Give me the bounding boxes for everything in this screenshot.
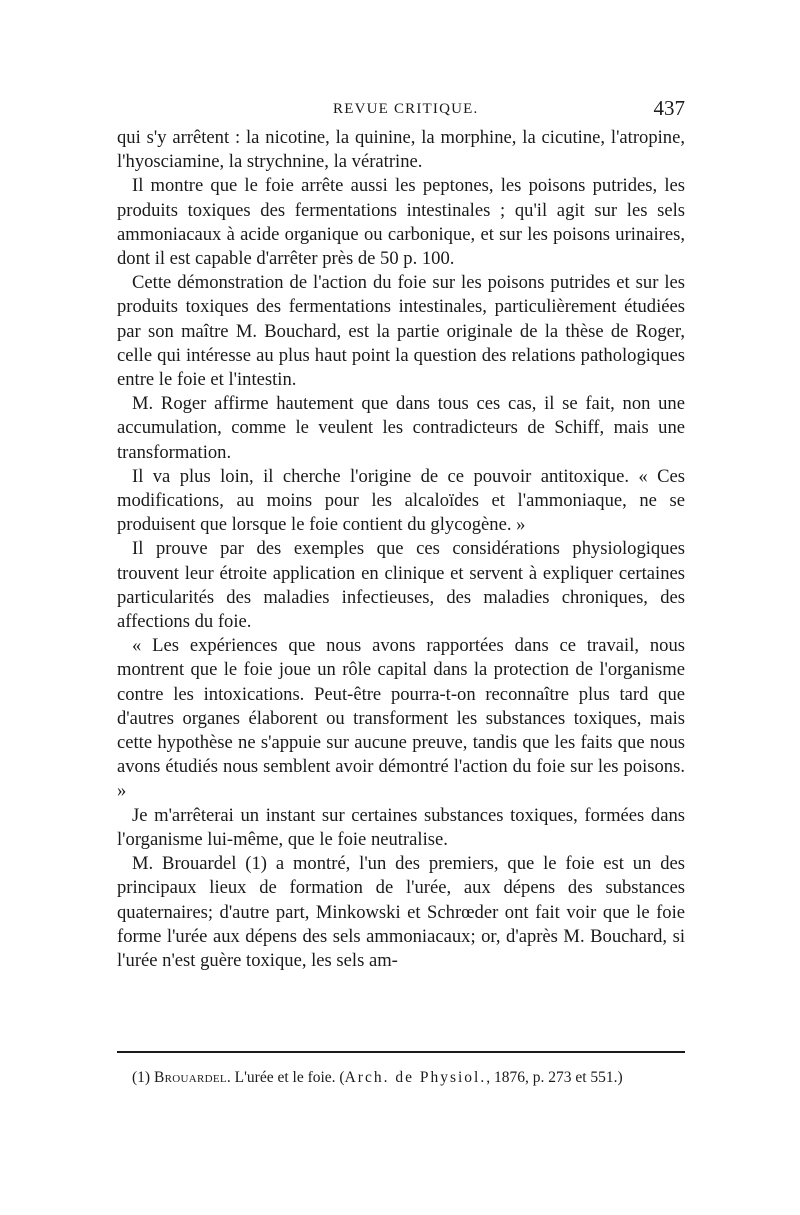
running-title: REVUE CRITIQUE. xyxy=(333,101,479,117)
footnote-journal: Arch. de Physiol. xyxy=(344,1069,487,1086)
paragraph: Il montre que le foie arrête aussi les peptones, les poisons putrides, les produits toxiques des fermentations intestinales ; qu'il agit sur les sels ammoniacaux à acide organique ou carbonique, et sur les poisons urinaires, dont il est capable d'arrêter près de 50 p. 100. xyxy=(117,175,685,270)
footnote-reference: , 1876, p. 273 et 551.) xyxy=(486,1069,623,1086)
footnote xyxy=(117,1067,685,1089)
footnotes xyxy=(117,1067,685,1089)
paragraph: M. Brouardel (1) a montré, l'un des premiers, que le foie est un des principaux lieux de formation de l'urée, aux dépens des substances quaternaires; d'autre part, Minkowski et Schrœder ont fait voir que le foie forme l'urée aux dépens des sels ammoniacaux; or, d'après M. Bouchard, si l'urée n'est guère toxique, les sels am- xyxy=(117,853,685,971)
paragraph: Je m'arrêterai un instant sur certaines substances toxiques, formées dans l'organisme lui-même, que le foie neutralise. xyxy=(117,804,685,850)
footnote-marker: (1) xyxy=(132,1069,151,1086)
footnote-title: . L'urée et le foie. ( xyxy=(226,1069,345,1086)
paragraph: Il prouve par des exemples que ces considérations physiologiques trouvent leur étroite application en clinique et servent à expliquer certaines particularités des maladies infectieuses, des maladies chroniques, des affections du foie. xyxy=(117,538,685,633)
footnote-divider xyxy=(117,1051,685,1053)
page-number: 437 xyxy=(653,96,685,120)
paragraph: M. Roger affirme hautement que dans tous ces cas, il se fait, non une accumulation, comme le veulent les contradicteurs de Schiff, mais une transformation. xyxy=(117,393,685,463)
paragraph: Il va plus loin, il cherche l'origine de ce pouvoir antitoxique. « Ces modifications, au moins pour les alcaloïdes et l'ammoniaque, ne se produisent que lorsque le foie contient du glycogène. » xyxy=(117,465,685,536)
body-text xyxy=(117,126,685,973)
paragraph: « Les expériences que nous avons rapportées dans ce travail, nous montrent que le foie joue un rôle capital dans la protection de l'organisme contre les intoxications. Peut-être pourra-t-on reconnaître plus tard que d'autres organes élaborent ou transforment les substances toxiques, mais cette hypothèse ne s'appuie sur aucune preuve, tandis que les faits que nous avons étudiés nous semblent avoir démontré l'action du foie sur les poisons. » xyxy=(117,635,685,802)
paragraph: qui s'y arrêtent : la nicotine, la quinine, la morphine, la cicutine, l'atropine, l'hyosciamine, la strychnine, la vératrine. xyxy=(117,127,685,173)
page-header xyxy=(117,96,685,122)
paragraph: Cette démonstration de l'action du foie sur les poisons putrides et sur les produits toxiques des fermentations intestinales, particulièrement étudiées par son maître M. Bouchard, est la partie originale de la thèse de Roger, celle qui intéresse au plus haut point la question des relations pathologiques entre le foie et l'intestin. xyxy=(117,272,685,391)
footnote-author: Brouardel xyxy=(153,1069,227,1086)
